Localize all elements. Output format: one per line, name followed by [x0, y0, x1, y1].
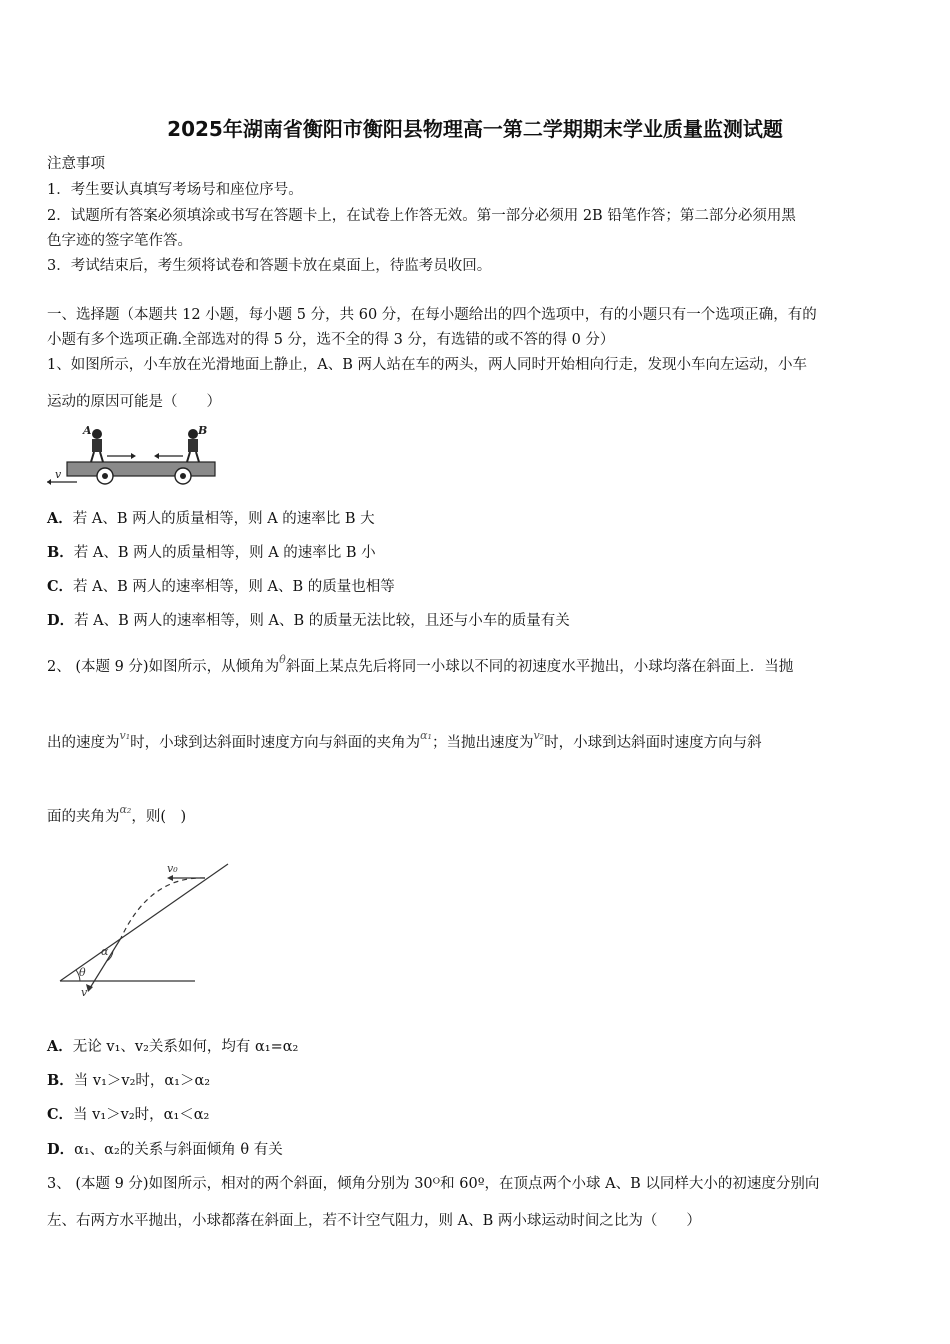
q1-fig-label-b: B: [198, 424, 208, 437]
q2-option-a[interactable]: A．无论 v₁、v₂关系如何，均有 α₁=α₂: [47, 1038, 299, 1055]
q1-stem-line-2: 运动的原因可能是（ ）: [47, 394, 221, 410]
notice-item-2-line-1: 2．试题所有答案必须填涂或书写在答题卡上，在试卷上作答无效。第一部分必须用 2B 铅笔作答；第二部分必须用黑: [47, 208, 796, 224]
q2-alpha2-symbol: α₂: [119, 803, 132, 816]
q1-cart-figure: [47, 420, 219, 490]
q2-fig-theta-label: θ: [79, 966, 86, 979]
q1-option-b[interactable]: B．若 A、B 两人的质量相等，则 A 的速率比 B 小: [47, 544, 376, 561]
q2-option-b[interactable]: B．当 v₁＞v₂时，α₁＞α₂: [47, 1072, 211, 1089]
q1-option-d[interactable]: D．若 A、B 两人的速率相等，则 A、B 的质量无法比较，且还与小车的质量有关: [47, 612, 570, 629]
q1-option-c[interactable]: C．若 A、B 两人的速率相等，则 A、B 的质量也相等: [47, 578, 395, 595]
q2-incline-figure: [55, 858, 235, 1000]
q2-stem-line-2: 出的速度为$^{v_1}$时，小球到达斜面时速度方向与斜面的夹角为$^{\alpha_1}$；当抛出速度为$^{v_2}$时，小球到达斜面时速度方向与斜: [47, 729, 762, 751]
q1-fig-label-a: A: [83, 424, 92, 437]
notice-item-1: 1．考生要认真填写考场号和座位序号。: [47, 182, 303, 198]
notice-item-3: 3．考试结束后，考生须将试卷和答题卡放在桌面上，待监考员收回。: [47, 258, 492, 274]
q1-fig-label-v: v: [55, 468, 62, 481]
q2-v2-symbol: v₂: [533, 729, 545, 742]
q2-option-d[interactable]: D．α₁、α₂的关系与斜面倾角 θ 有关: [47, 1141, 283, 1158]
q2-fig-v-label: v: [81, 986, 88, 999]
q2-stem-line-1: 2、 (本题 9 分)如图所示，从倾角为$^\theta$斜面上某点先后将同一小球以不同的初速度水平抛出，小球均落在斜面上．当抛: [47, 653, 794, 675]
notice-heading: 注意事项: [47, 156, 105, 172]
q2-fig-v0-label: v₀: [167, 862, 178, 875]
page-title: 2025年湖南省衡阳市衡阳县物理高一第二学期期末学业质量监测试题: [167, 117, 783, 141]
q2-stem-line-3: 面的夹角为$^{\alpha_2}$，则( ): [47, 803, 187, 825]
notice-item-2-line-2: 色字迹的签字笔作答。: [47, 233, 192, 249]
q3-stem-line-1: 3、 (本题 9 分)如图所示，相对的两个斜面，倾角分别为 30ᴼ和 60º，在顶点两个小球 A、B 以同样大小的初速度分别向: [47, 1176, 820, 1192]
q2-option-c[interactable]: C．当 v₁＞v₂时，α₁＜α₂: [47, 1106, 210, 1123]
q3-stem-line-2: 左、右两方水平抛出，小球都落在斜面上，若不计空气阻力，则 A、B 两小球运动时间之比为（ ）: [47, 1213, 701, 1229]
q1-stem-line-1: 1、如图所示，小车放在光滑地面上静止，A、B 两人站在车的两头，两人同时开始相向行走，发现小车向左运动，小车: [47, 357, 807, 373]
q1-option-a[interactable]: A．若 A、B 两人的质量相等，则 A 的速率比 B 大: [47, 510, 375, 527]
q2-theta-symbol: θ: [279, 653, 286, 666]
q2-v1-symbol: v₁: [119, 729, 131, 742]
q2-fig-alpha-label: α: [101, 945, 109, 958]
section-heading-line-2: 小题有多个选项正确.全部选对的得 5 分，选不全的得 3 分，有选错的或不答的得 0 分）: [47, 332, 615, 348]
section-heading-line-1: 一、选择题（本题共 12 小题，每小题 5 分，共 60 分，在每小题给出的四个选项中，有的小题只有一个选项正确，有的: [47, 307, 817, 323]
q2-alpha1-symbol: α₁: [420, 729, 432, 742]
